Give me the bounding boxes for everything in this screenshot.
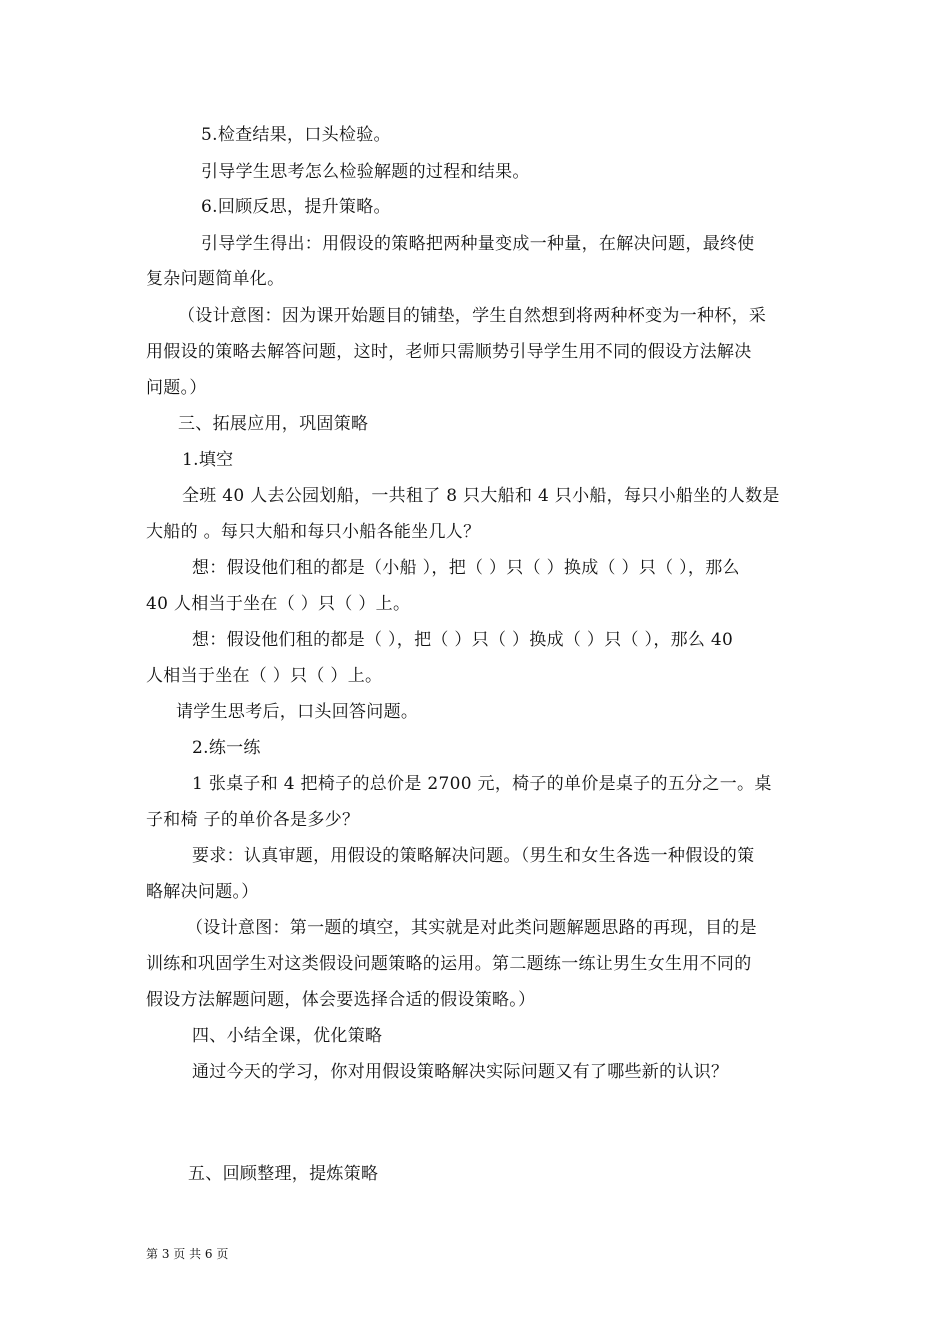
text-line: 用假设的策略去解答问题，这时，老师只需顺势引导学生用不同的假设方法解决	[146, 342, 752, 362]
text-line: 请学生思考后，口头回答问题。	[176, 702, 419, 722]
text-line: 问题。）	[146, 378, 207, 398]
text-line: 40 人相当于坐在（ ）只（ ）上。	[146, 594, 411, 614]
section-heading: 五、回顾整理，提炼策略	[188, 1164, 379, 1184]
text-line: 6.回顾反思，提升策略。	[201, 197, 391, 217]
text-line: （设计意图：因为课开始题目的铺垫，学生自然想到将两种杯变为一种杯，采	[178, 306, 767, 326]
text-line: 5.检查结果，口头检验。	[201, 125, 391, 145]
section-heading: 四、小结全课，优化策略	[192, 1026, 383, 1046]
page-footer: 第 3 页 共 6 页	[146, 1247, 229, 1261]
section-heading: 三、拓展应用，巩固策略	[178, 414, 369, 434]
text-line: 复杂问题简单化。	[146, 269, 285, 289]
text-line: 大船的 。每只大船和每只小船各能坐几人？	[146, 522, 481, 542]
text-line: 训练和巩固学生对这类假设问题策略的运用。第二题练一练让男生女生用不同的	[146, 954, 752, 974]
text-line: 人相当于坐在（ ）只（ ）上。	[146, 666, 383, 686]
text-line: 想：假设他们租的都是（小船 ），把（ ）只（ ）换成（ ）只（ ），那么	[192, 558, 740, 578]
text-line: 略解决问题。）	[146, 882, 259, 902]
text-line: 1 张桌子和 4 把椅子的总价是 2700 元，椅子的单价是桌子的五分之一。桌	[192, 774, 772, 794]
text-line: 子和椅 子的单价各是多少？	[146, 810, 360, 830]
text-line: 2.练一练	[192, 738, 261, 758]
text-line: （设计意图：第一题的填空，其实就是对此类问题解题思路的再现，目的是	[186, 918, 757, 938]
text-line: 想：假设他们租的都是（ ），把（ ）只（ ）换成（ ）只（ ），那么 40	[192, 630, 734, 650]
text-line: 全班 40 人去公园划船，一共租了 8 只大船和 4 只小船，每只小船坐的人数是	[182, 486, 780, 506]
text-line: 通过今天的学习，你对用假设策略解决实际问题又有了哪些新的认识？	[192, 1062, 729, 1082]
text-line: 要求：认真审题，用假设的策略解决问题。（男生和女生各选一种假设的策	[192, 846, 755, 866]
text-line: 引导学生得出：用假设的策略把两种量变成一种量，在解决问题，最终使	[201, 234, 755, 254]
text-line: 假设方法解题问题，体会要选择合适的假设策略。）	[146, 990, 536, 1010]
text-line: 1.填空	[182, 450, 234, 470]
text-line: 引导学生思考怎么检验解题的过程和结果。	[201, 162, 530, 182]
